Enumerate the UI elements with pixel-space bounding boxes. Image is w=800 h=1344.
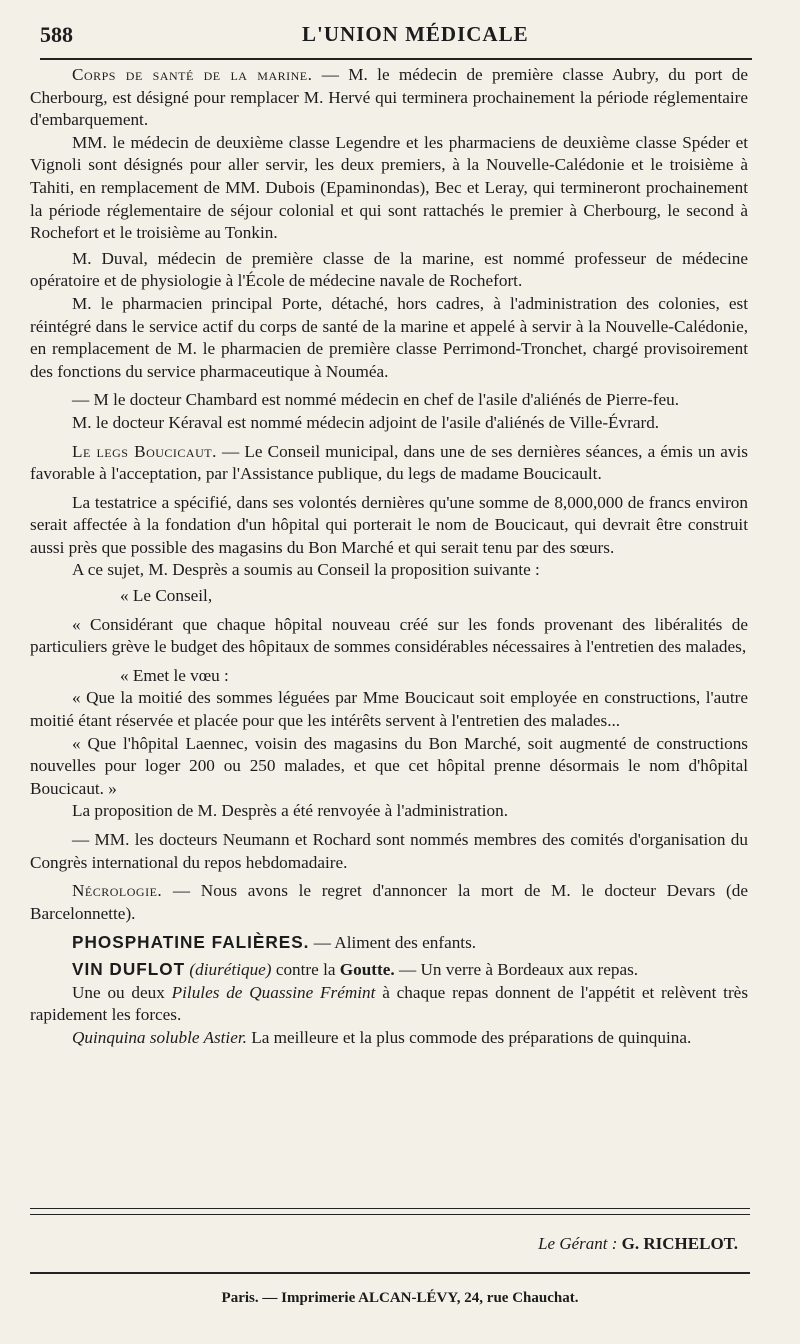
ad-product-name: PHOSPHATINE FALIÈRES. [72,932,310,953]
paragraph-text: — Nous avons le regret d'annoncer la mort de M. le docteur Devars (de Barcelonnette). [30,881,748,923]
footer-rule [30,1208,750,1209]
ad-vin-duflot [30,958,748,982]
ad-italic: Pilules de Quassine Frémint [171,982,376,1002]
ad-text: — Un verre à Bordeaux aux repas. [394,959,639,979]
paragraph: M. le docteur Kéraval est nommé médecin adjoint de l'asile d'aliénés de Ville-Évrard. [72,412,660,432]
paragraph: M. Duval, médecin de première classe de la marine, est nommé professeur de médecine opératoire et de physiologie à l'École de médecine navale de Rochefort. [30,248,748,291]
paragraph-necrologie [30,880,748,925]
paragraph-text: — M. le médecin de première classe Aubry, du port de Cherbourg, est désigné pour remplacer M. Hervé qui terminera prochainement la période réglementaire d'embarquement. [30,65,749,130]
gerant-line [538,1234,738,1254]
paragraph: — M le docteur Chambard est nommé médecin en chef de l'asile d'aliénés de Pierre-feu. [72,390,680,410]
paragraph: A ce sujet, M. Desprès a soumis au Conseil la proposition suivante : [72,560,540,580]
quote-paragraph: « Que l'hôpital Laennec, voisin des magasins du Bon Marché, soit augmenté de constructions nouvelles pour loger 200 ou 250 malades, et que cet hôpital prenne désormais le nom d'hôpital Boucicaut. » [30,733,748,798]
ad-phosphatine [30,931,748,955]
ad-text: — Aliment des enfants. [309,933,477,953]
paragraph: La testatrice a spécifié, dans ses volontés dernières qu'une somme de 8,000,000 de francs environ serait affectée à la fondation d'un hôpital qui porterait le nom de Boucicaut, qui devrait être construit aussi près que possible des magasins du Bon Marché et qui serait tenu par des sœurs. [30,492,748,557]
section-label-legs: Le legs Boucicaut. [72,441,217,461]
article-body [30,64,748,1049]
paragraph-legs [30,441,748,486]
footer-rule [30,1272,750,1274]
paragraph-text: — Le Conseil municipal, dans une de ses dernières séances, a émis un avis favorable à l'acceptation, par l'Assistance publique, du legs de madame Boucicault. [30,441,748,484]
page-header [40,22,750,52]
quote-paragraph: « Que la moitié des sommes léguées par Mme Boucicaut soit employée en constructions, l'autre moitié étant réservée et placée pour que les intérêts servent à l'entretien des malades... [30,688,748,731]
ad-bold: Goutte. [339,959,395,979]
ad-quinquina [30,1027,748,1050]
paragraph: MM. le médecin de deuxième classe Legendre et les pharmaciens de deuxième classe Spéder et Vignoli sont désignés pour aller servir, les deux premiers, à la Nouvelle-Calédonie et le troisième à Tahiti, en remplacement de MM. Dubois (Epaminondas), Bec et Leray, qui termineront prochainement la période réglementaire de séjour colonial et qui sont rattachés le premier à Cherbourg, le second à Rochefort et le troisième au Tonkin. [30,132,748,243]
ad-quassine [30,982,748,1027]
printer-imprint: Paris. — Imprimerie ALCAN-LÉVY, 24, rue Chauchat. [221,1290,579,1306]
ad-text: La meilleure et la plus commode des préparations de quinquina. [246,1027,692,1047]
ad-text: à chaque repas donnent de l'appétit et relèvent très rapidement les forces. [30,982,749,1025]
paragraph: M. le pharmacien principal Porte, détaché, hors cadres, à l'administration des colonies, est réintégré dans le service actif du corps de santé de la marine et appelé à servir à la Nouvelle-Calédonie, en remplacement de M. le pharmacien de première classe Perrimond-Tronchet, chargé provisoirement des fonctions du service pharmaceutique à Nouméa. [30,293,748,381]
paragraph-marine [30,64,748,132]
header-rule [40,58,752,60]
page-number: 588 [40,22,73,47]
ad-text: contre la [271,959,340,979]
running-title: L'UNION MÉDICALE [302,22,529,46]
section-label-necrologie: Nécrologie. [72,881,163,901]
paragraph: La proposition de M. Desprès a été renvoyée à l'administration. [72,801,508,821]
footer-rule [30,1214,750,1215]
gerant-label: Le Gérant : [538,1234,618,1253]
paragraph: — MM. les docteurs Neumann et Rochard sont nommés membres des comités d'organisation du Congrès international du repos hebdomadaire. [30,830,748,872]
ad-text: Une ou deux [72,982,172,1002]
section-label-marine: Corps de santé de la marine. [72,65,313,84]
quote-paragraph: « Considérant que chaque hôpital nouveau créé sur les fonds provenant des libéralités de particuliers grève le budget des hôpitaux de sommes considérables nécessaires à l'entretien des malades, [30,614,748,657]
quote-line: « Le Conseil, [120,586,213,606]
ad-italic: Quinquina soluble Astier. [72,1027,247,1047]
ad-italic: (diurétique) [189,959,272,979]
ad-product-name: VIN DUFLOT [72,958,186,979]
gerant-name: G. RICHELOT. [621,1234,738,1253]
quote-line: « Emet le vœu : [120,665,229,685]
